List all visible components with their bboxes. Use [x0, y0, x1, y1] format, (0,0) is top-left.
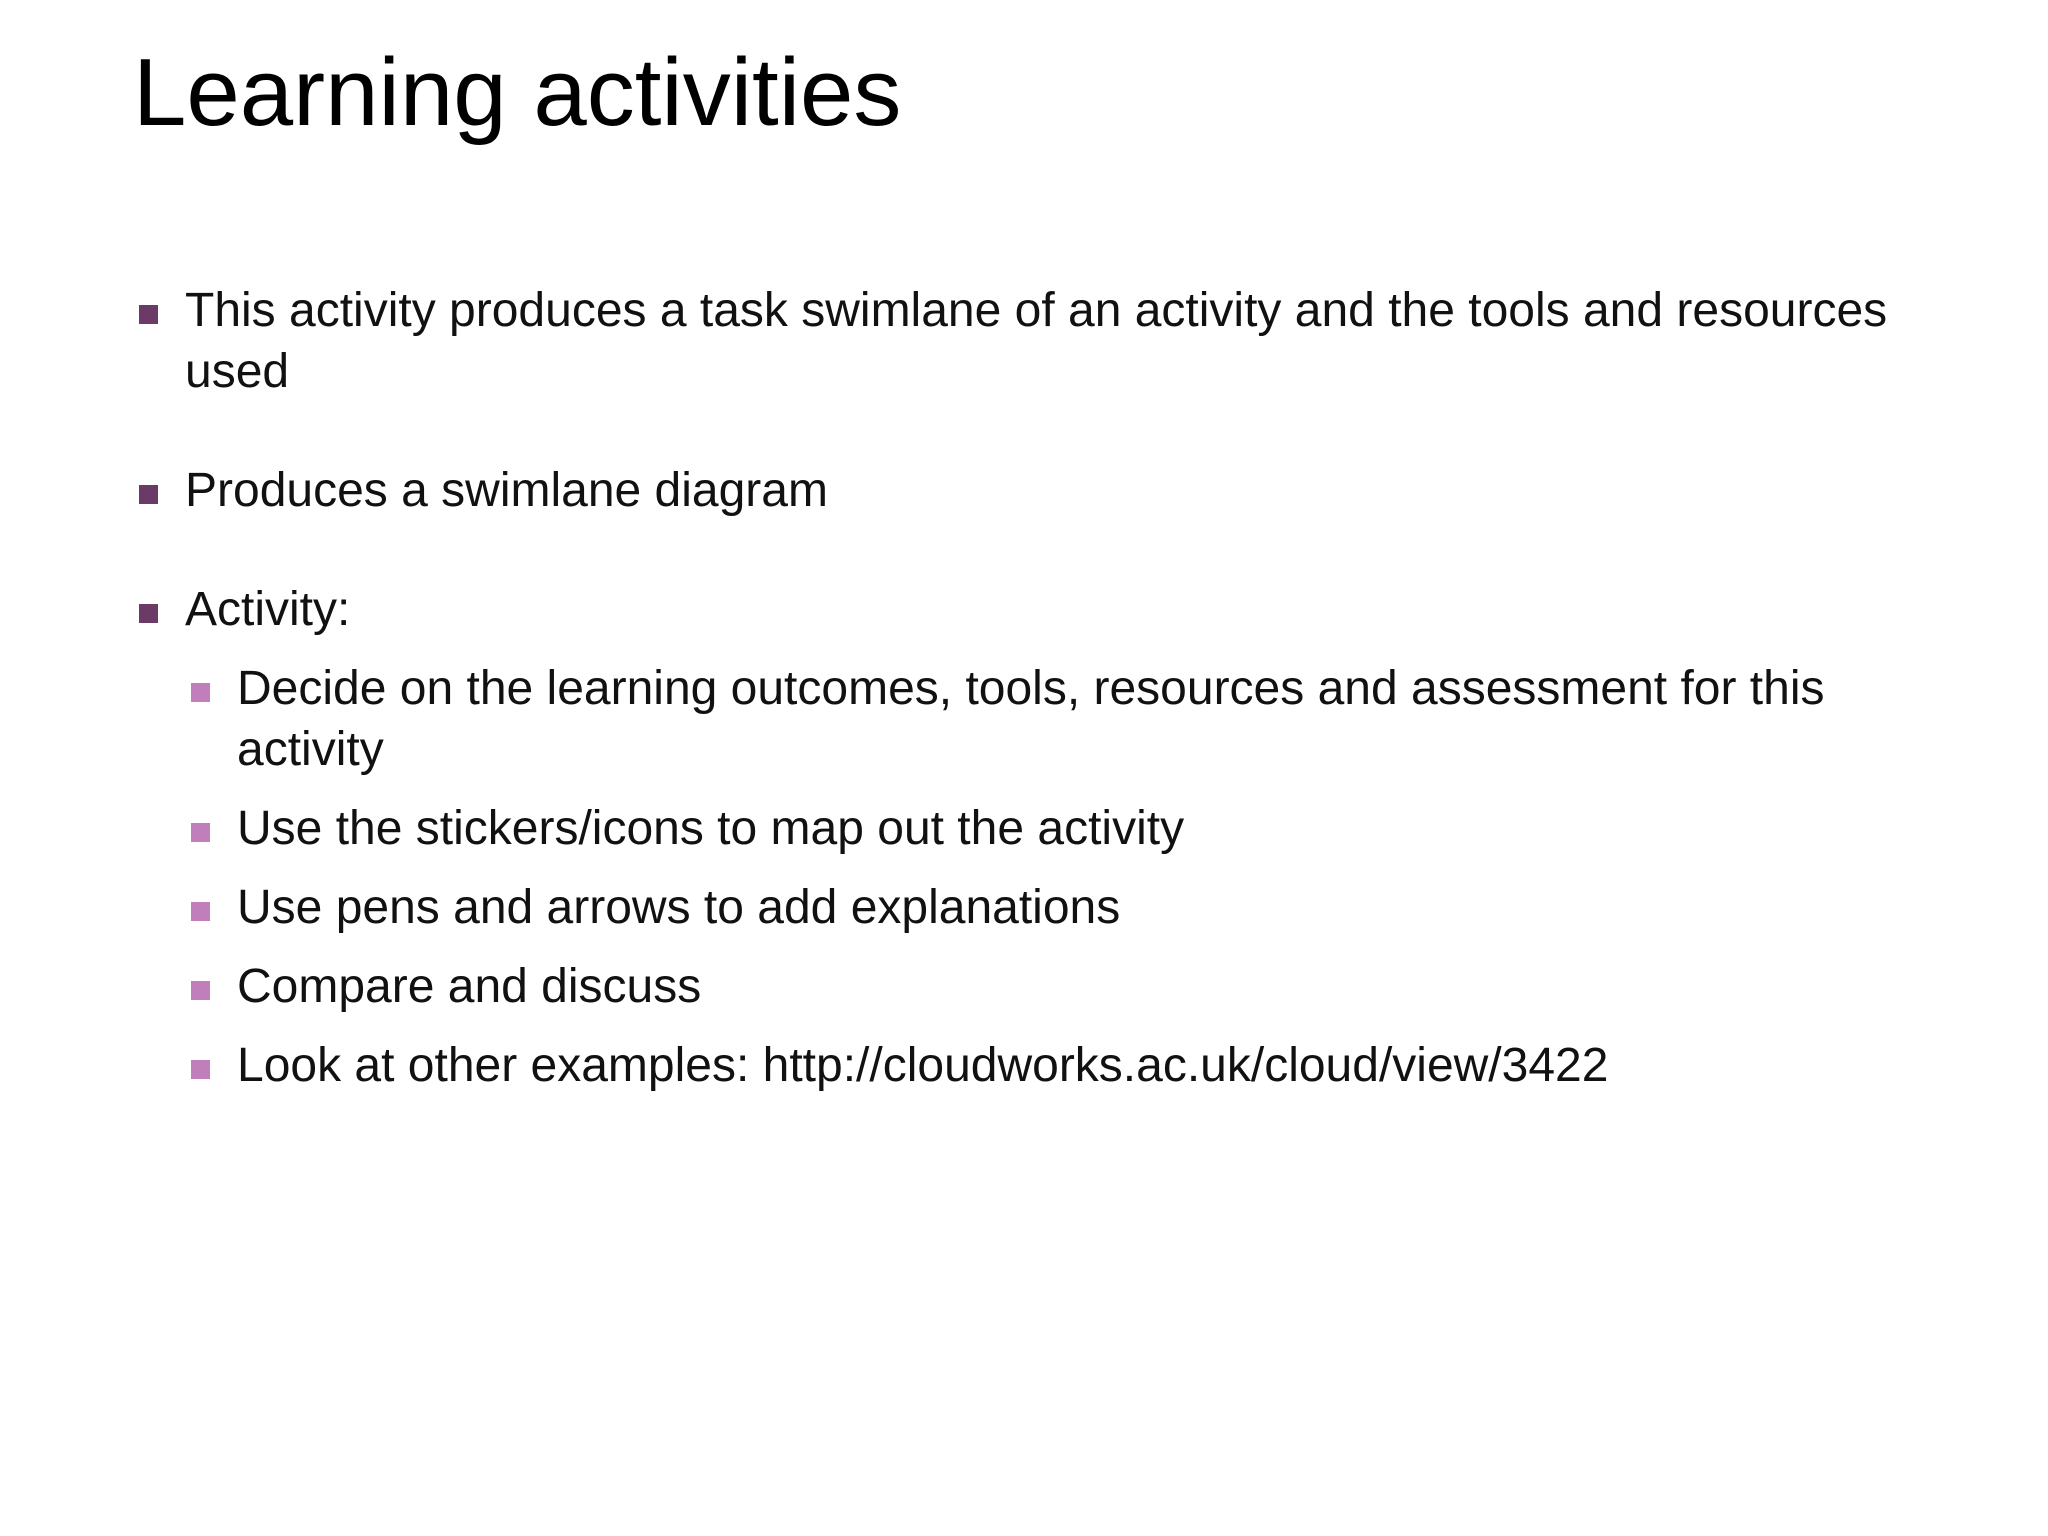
square-bullet-icon: [139, 305, 158, 324]
bullet-item: [133, 280, 1893, 402]
sub-bullet-text: Use the stickers/icons to map out the activity: [237, 802, 1185, 855]
square-sub-bullet-icon: [191, 981, 210, 1000]
bullet-text: Produces a swimlane diagram: [185, 464, 828, 517]
sub-bullet-item: [185, 956, 1893, 1017]
bullet-list: [133, 280, 1893, 1096]
square-sub-bullet-icon: [191, 823, 210, 842]
sub-bullet-item: [185, 798, 1893, 859]
bullet-text: This activity produces a task swimlane of an activity and the tools and resources used: [185, 284, 1888, 398]
sub-bullet-text: Compare and discuss: [237, 960, 702, 1013]
bullet-item: [133, 579, 1893, 1096]
sub-bullet-text: Look at other examples: http://cloudworks.ac.uk/cloud/view/3422: [237, 1039, 1609, 1092]
square-bullet-icon: [139, 604, 158, 623]
sub-bullet-text: Decide on the learning outcomes, tools, resources and assessment for this activity: [237, 662, 1825, 776]
sub-bullet-list: [185, 658, 1893, 1096]
bullet-text: Activity:: [185, 583, 351, 636]
sub-bullet-item: [185, 877, 1893, 938]
square-bullet-icon: [139, 485, 158, 504]
sub-bullet-item: [185, 1035, 1893, 1096]
bullet-item: [133, 460, 1893, 521]
sub-bullet-item: [185, 658, 1893, 780]
square-sub-bullet-icon: [191, 1060, 210, 1079]
square-sub-bullet-icon: [191, 902, 210, 921]
square-sub-bullet-icon: [191, 683, 210, 702]
sub-bullet-text: Use pens and arrows to add explanations: [237, 881, 1121, 934]
slide-title: Learning activities: [133, 39, 902, 146]
slide-content: [133, 280, 1893, 1114]
